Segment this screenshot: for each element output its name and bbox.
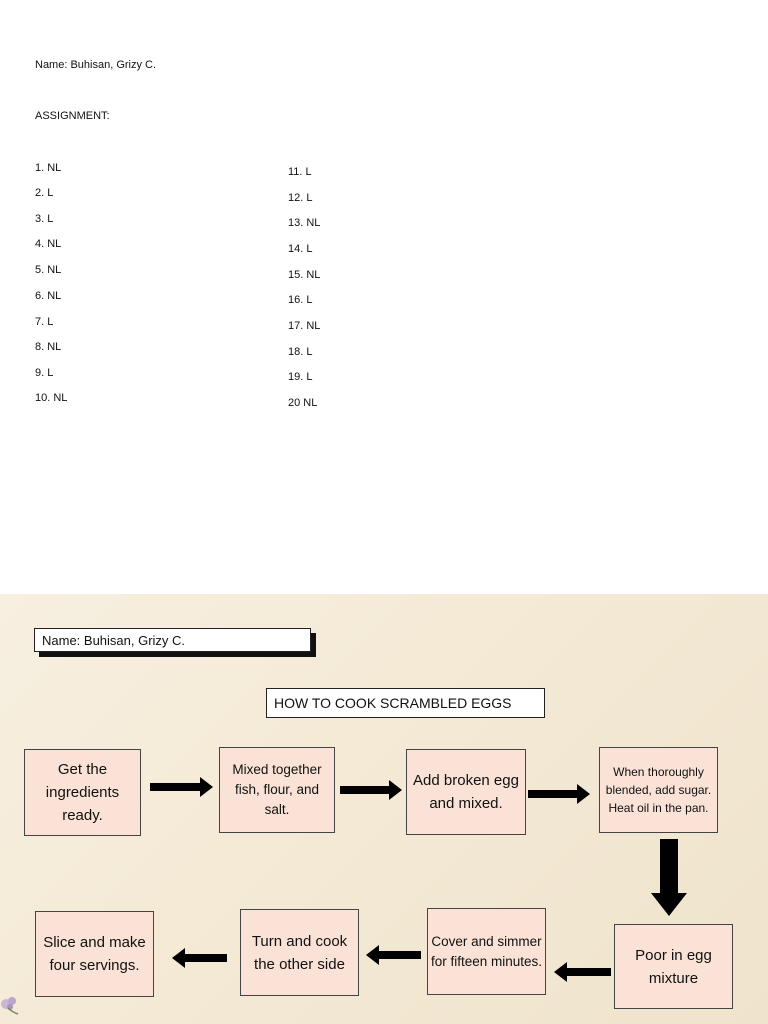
step-6-box <box>427 908 546 995</box>
step-5-box <box>614 924 733 1009</box>
step-6-text: Cover and simmer for fifteen minutes. <box>430 933 543 969</box>
answer-item: 1. NL <box>35 162 62 174</box>
step-7-text: Turn and cook the other side <box>251 932 348 973</box>
answer-item: 15. NL <box>288 269 321 281</box>
step-5-text: Poor in egg mixture <box>635 946 712 987</box>
answer-item: 12. L <box>288 192 313 204</box>
step-7-box <box>240 909 359 996</box>
answer-item: 3. L <box>35 213 54 225</box>
step-1-box <box>24 749 141 836</box>
arrow-right-icon <box>528 783 591 805</box>
step-8-text: Slice and make four servings. <box>43 934 146 974</box>
answer-item: 6. NL <box>35 290 62 302</box>
name-line: Name: Buhisan, Grizy C. <box>35 59 157 71</box>
flowchart-page <box>0 594 768 1024</box>
answer-item: 9. L <box>35 367 54 379</box>
answer-item: 19. L <box>288 371 313 383</box>
step-4-text: When thoroughly blended, add sugar. Heat oil in the pan. <box>605 765 712 815</box>
answer-item: 5. NL <box>35 264 62 276</box>
answer-item: 8. NL <box>35 341 62 353</box>
answer-item: 7. L <box>35 316 54 328</box>
step-2-box <box>219 747 335 833</box>
answer-item: 17. NL <box>288 320 321 332</box>
answer-item: 2. L <box>35 187 54 199</box>
name-box: Name: Buhisan, Grizy C. <box>34 628 311 652</box>
answer-item: 13. NL <box>288 217 321 229</box>
arrow-left-icon <box>366 944 422 966</box>
step-8-box <box>35 911 154 997</box>
answer-item: 16. L <box>288 294 313 306</box>
answer-item: 14. L <box>288 243 313 255</box>
answer-item: 18. L <box>288 346 313 358</box>
arrow-down-icon <box>650 839 688 917</box>
assignment-label: ASSIGNMENT: <box>35 110 110 122</box>
step-4-box <box>599 747 718 833</box>
arrow-left-icon <box>172 947 228 969</box>
arrow-left-icon <box>554 961 612 983</box>
answer-item: 10. NL <box>35 392 68 404</box>
arrow-right-icon <box>150 776 214 798</box>
step-1-text: Get the ingredients ready. <box>45 761 120 824</box>
answer-item: 4. NL <box>35 238 62 250</box>
flowchart-title: HOW TO COOK SCRAMBLED EGGS <box>266 688 545 718</box>
flower-icon <box>0 992 24 1016</box>
step-2-text: Mixed together fish, flour, and salt. <box>232 762 322 817</box>
answer-item: 20 NL <box>288 397 318 409</box>
step-3-text: Add broken egg and mixed. <box>413 772 519 812</box>
arrow-right-icon <box>340 779 403 801</box>
step-3-box <box>406 749 526 835</box>
answer-item: 11. L <box>288 166 312 178</box>
